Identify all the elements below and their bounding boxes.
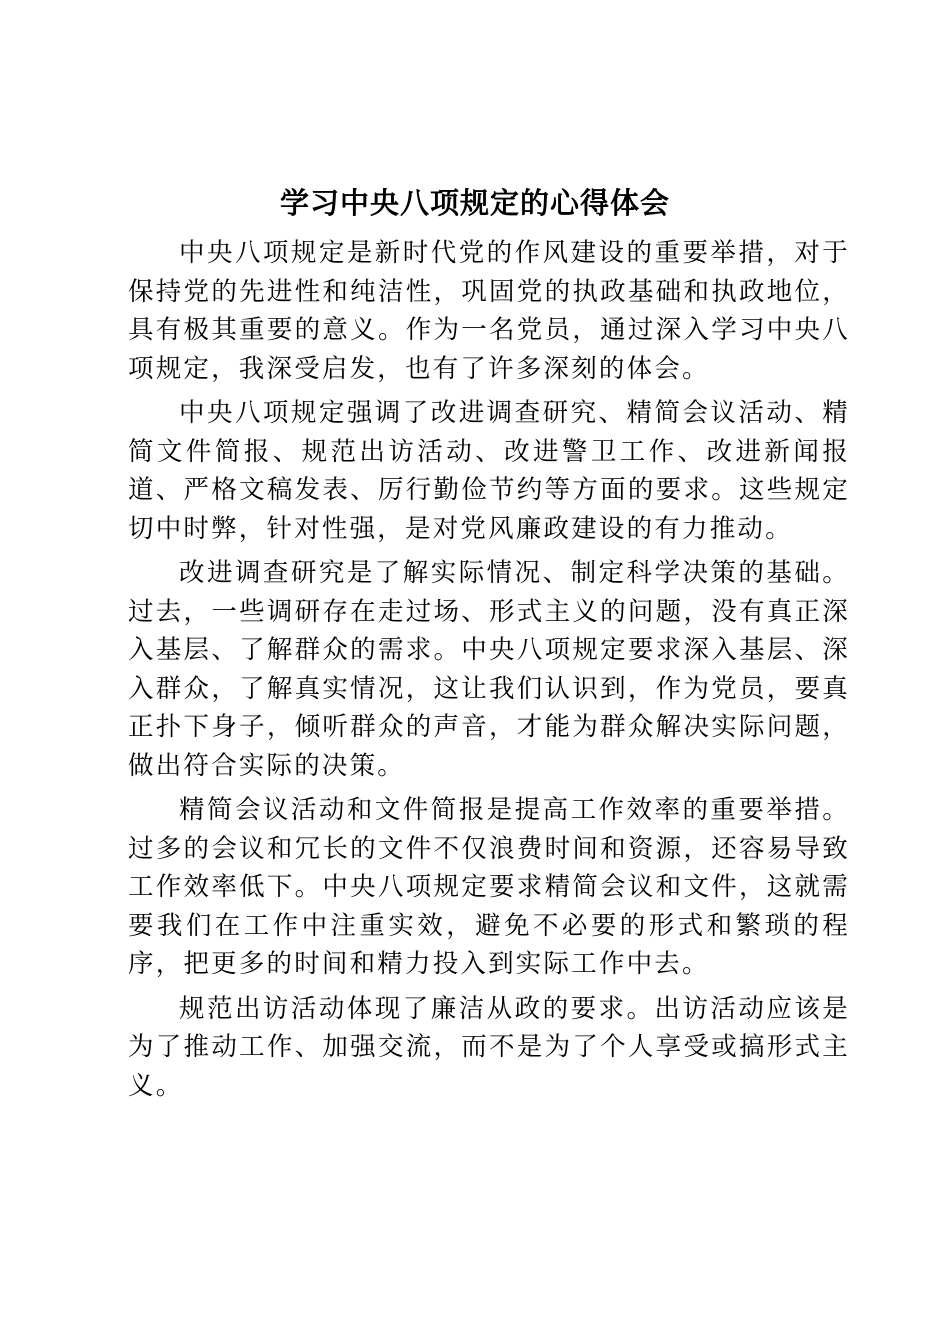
paragraph-5: 规范出访活动体现了廉洁从政的要求。出访活动应该是为了推动工作、加强交流，而不是为了个人享受或搞形式主义。 bbox=[128, 993, 850, 1101]
document-body bbox=[128, 234, 850, 1111]
paragraph-1: 中央八项规定是新时代党的作风建设的重要举措，对于保持党的先进性和纯洁性，巩固党的执政基础和执政地位，具有极其重要的意义。作为一名党员，通过深入学习中央八项规定，我深受启发，也有了许多深刻的体会。 bbox=[128, 238, 850, 384]
paragraph-4: 精简会议活动和文件简报是提高工作效率的重要举措。过多的会议和冗长的文件不仅浪费时间和资源，还容易导致工作效率低下。中央八项规定要求精简会议和文件，这就需要我们在工作中注重实效，避免不必要的形式和繁琐的程序，把更多的时间和精力投入到实际工作中去。 bbox=[128, 795, 850, 979]
document-title: 学习中央八项规定的心得体会 bbox=[279, 186, 670, 220]
paragraph-3: 改进调查研究是了解实际情况、制定科学决策的基础。过去，一些调研存在走过场、形式主义的问题，没有真正深入基层、了解群众的需求。中央八项规定要求深入基层、深入群众，了解真实情况，这让我们认识到，作为党员，要真正扑下身子，倾听群众的声音，才能为群众解决实际问题，做出符合实际的决策。 bbox=[128, 558, 850, 781]
paragraph-2: 中央八项规定强调了改进调查研究、精简会议活动、精简文件简报、规范出访活动、改进警卫工作、改进新闻报道、严格文稿发表、厉行勤俭节约等方面的要求。这些规定切中时弊，针对性强，是对党风廉政建设的有力推动。 bbox=[128, 398, 850, 544]
